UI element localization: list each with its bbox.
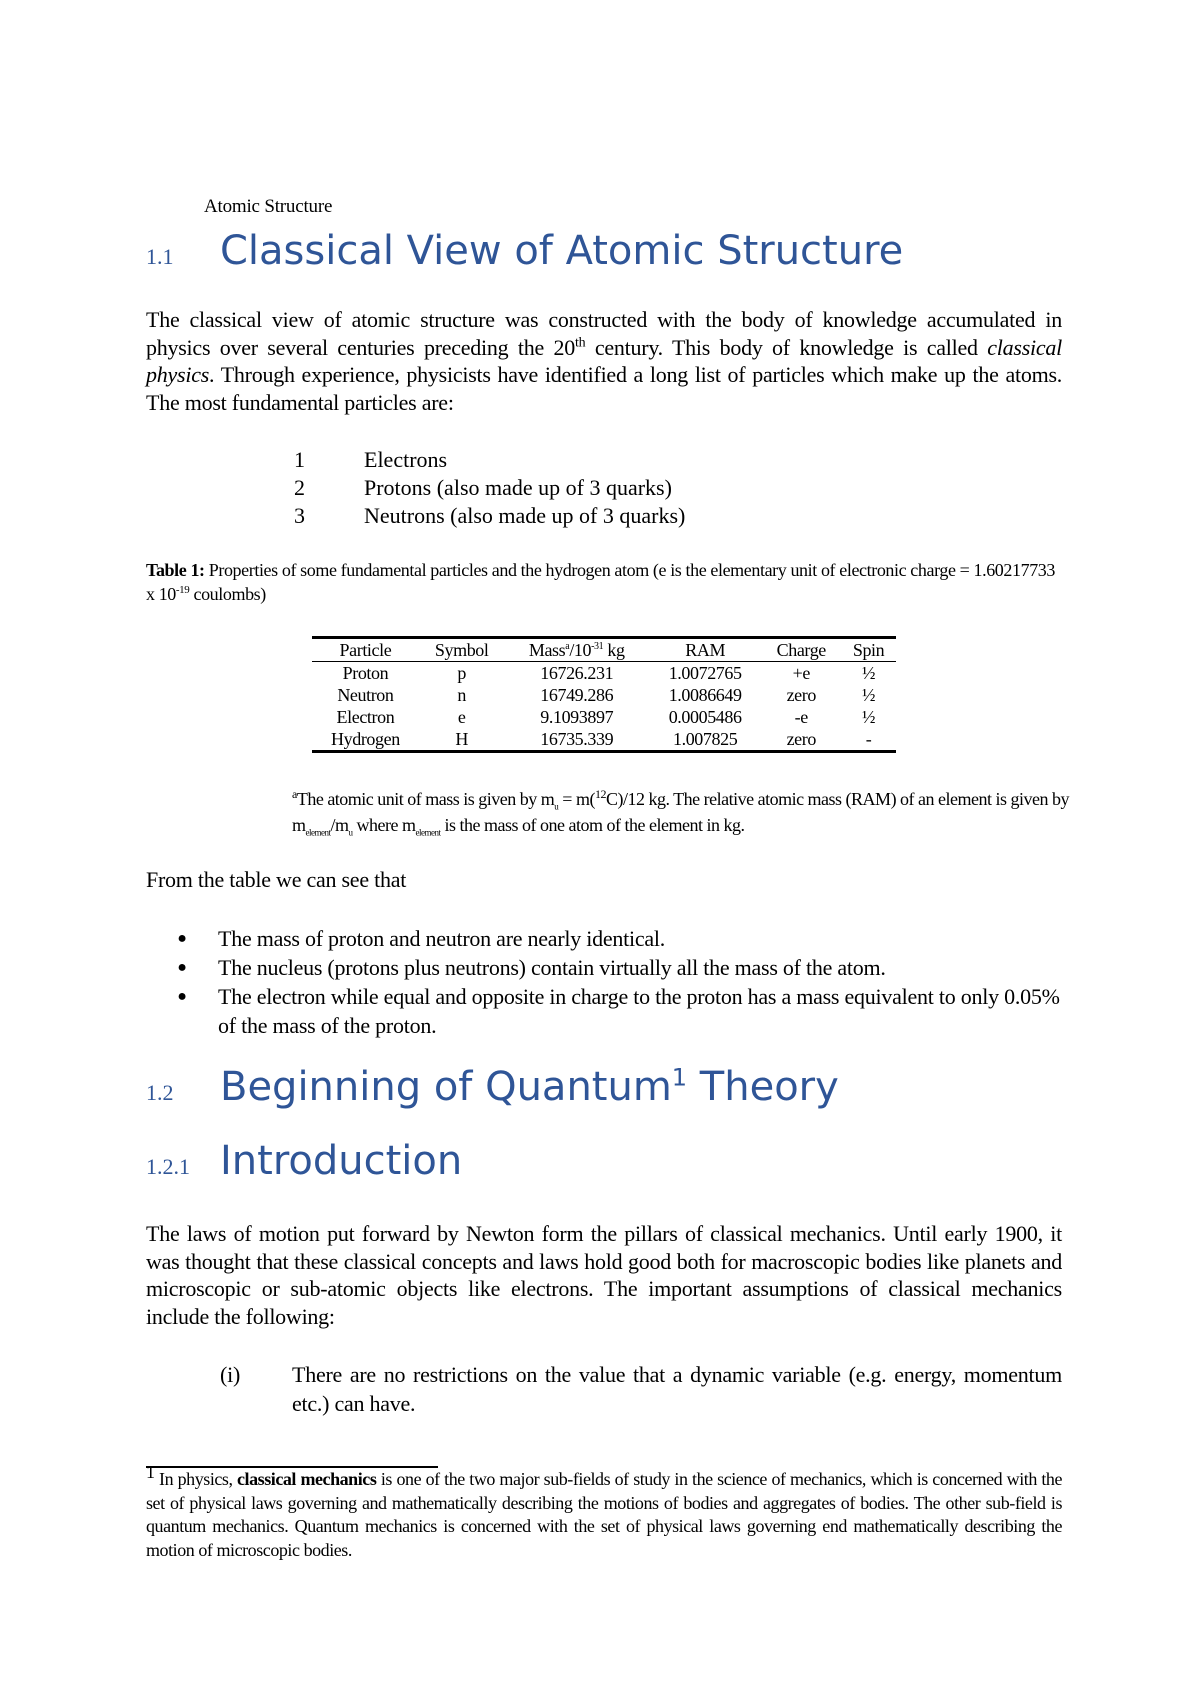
bullet-icon: ● xyxy=(177,959,187,976)
assumption-text: There are no restrictions on the value that a dynamic variable (e.g. energy, momentum etc.) can have. xyxy=(292,1362,1062,1416)
heading-1-2-1 xyxy=(146,1138,462,1184)
list-item xyxy=(294,446,685,474)
caption-text: Properties of some fundamental particles and the hydrogen atom (e is the elementary unit of electronic charge = 1.60217733 x 10 xyxy=(146,560,1055,604)
header-ram: RAM xyxy=(649,638,762,662)
cell-mass: 16735.339 xyxy=(540,729,614,749)
note-text: where m xyxy=(352,815,416,835)
bullet-text: The mass of proton and neutron are nearly identical. xyxy=(218,926,666,951)
cell-ram: 0.0005486 xyxy=(668,707,742,727)
header-mass-sup: -31 xyxy=(591,641,604,652)
table-row xyxy=(312,684,896,706)
heading-number: 1.2 xyxy=(146,1080,174,1105)
table-row xyxy=(312,728,896,752)
cell-particle: Hydrogen xyxy=(331,729,400,749)
cell-mass: 16726.231 xyxy=(540,663,614,683)
running-header: Atomic Structure xyxy=(204,196,333,217)
caption-label: Table 1: xyxy=(146,560,205,580)
header-mass xyxy=(505,638,649,662)
cell-spin: - xyxy=(865,729,872,749)
cell-particle: Neutron xyxy=(337,685,394,705)
header-mass-text: /10 xyxy=(569,640,592,660)
cell-spin: ½ xyxy=(862,707,876,727)
note-text: is the mass of one atom of the element in kg. xyxy=(440,815,745,835)
cell-mass: 9.1093897 xyxy=(540,707,614,727)
particle-properties-table xyxy=(312,636,896,753)
bullet-item xyxy=(146,924,1062,953)
bullet-text: The electron while equal and opposite in charge to the proton has a mass equivalent to only 0.05% of the mass of the proton. xyxy=(218,984,1060,1038)
cell-charge: +e xyxy=(792,663,810,683)
from-table-text: From the table we can see that xyxy=(146,867,407,892)
header-particle: Particle xyxy=(312,638,419,662)
heading-footnote-ref: 1 xyxy=(671,1063,688,1092)
heading-title xyxy=(220,1064,839,1110)
list-item xyxy=(294,502,685,530)
cell-symbol: n xyxy=(457,685,467,705)
heading-title-text: Theory xyxy=(687,1064,839,1110)
para-sup: th xyxy=(575,335,586,351)
note-sub: element xyxy=(305,827,331,838)
cell-ram: 1.0072765 xyxy=(668,663,742,683)
bullet-item xyxy=(146,953,1062,982)
header-mass-text: Mass xyxy=(528,640,566,660)
heading-number: 1.1 xyxy=(146,244,174,269)
bullet-icon: ● xyxy=(177,930,187,947)
note-text: /m xyxy=(330,815,349,835)
header-symbol: Symbol xyxy=(419,638,505,662)
cell-charge: zero xyxy=(786,729,816,749)
para-italic: classical physics xyxy=(146,334,1062,387)
list-number: 1 xyxy=(294,447,305,472)
cell-symbol: H xyxy=(455,729,469,749)
cell-mass: 16749.286 xyxy=(540,685,614,705)
note-sup: 12 xyxy=(594,787,606,801)
footnote-text: In physics, xyxy=(154,1469,238,1489)
cell-spin: ½ xyxy=(862,685,876,705)
note-text: The atomic unit of mass is given by m xyxy=(296,789,555,809)
header-mass-sup: a xyxy=(565,641,570,652)
assumption-item xyxy=(220,1360,1062,1418)
heading-title: Classical View of Atomic Structure xyxy=(220,228,904,274)
header-mass-text: kg xyxy=(603,640,625,660)
footnote-text: is one of the two major sub-fields of study in the science of mechanics, which is concerned with the set of physical laws governing and mathematically describing the motions of bodies and aggregates of bodies. The other sub-field is quantum mechanics. Quantum mechanics is concerned with the set of physical laws governing end mathematically describing the motion of microscopic bodies. xyxy=(146,1469,1062,1560)
note-sub: u xyxy=(554,801,559,812)
cell-ram: 1.0086649 xyxy=(668,685,742,705)
header-spin: Spin xyxy=(841,638,896,662)
cell-symbol: e xyxy=(457,707,466,727)
note-text: C)/12 kg. The relative atomic mass (RAM) of an element is given by m xyxy=(292,789,1070,835)
header-charge: Charge xyxy=(761,638,841,662)
cell-charge: -e xyxy=(794,707,808,727)
heading-1-2 xyxy=(146,1064,839,1110)
list-number: 3 xyxy=(294,503,305,528)
para-text: The classical view of atomic structure was constructed with the body of knowledge accumulated in physics over several centuries preceding the 20 xyxy=(146,307,1062,360)
para-text: century. This body of knowledge is called xyxy=(585,334,988,360)
cell-charge: zero xyxy=(786,685,816,705)
list-number: 2 xyxy=(294,475,305,500)
cell-particle: Proton xyxy=(342,663,389,683)
table-footnote xyxy=(292,786,1072,838)
cell-ram: 1.007825 xyxy=(673,729,738,749)
caption-sup: -19 xyxy=(175,584,190,596)
list-text: Protons (also made up of 3 quarks) xyxy=(364,475,672,500)
list-text: Electrons xyxy=(364,447,448,472)
heading-title: Introduction xyxy=(220,1138,463,1184)
table-row xyxy=(312,706,896,728)
note-sup: a xyxy=(292,787,297,801)
caption-text: coulombs) xyxy=(189,584,266,604)
observation-bullets xyxy=(146,924,1062,1040)
bullet-item xyxy=(146,982,1062,1040)
table-header-row xyxy=(312,638,896,662)
note-text: = m( xyxy=(558,789,595,809)
bullet-icon: ● xyxy=(177,988,187,1005)
particle-list xyxy=(294,446,685,530)
table-row xyxy=(312,662,896,685)
assumption-number: (i) xyxy=(220,1362,241,1387)
list-item xyxy=(294,474,685,502)
cell-spin: ½ xyxy=(862,663,876,683)
list-text: Neutrons (also made up of 3 quarks) xyxy=(364,503,686,528)
footnote-bold: classical mechanics xyxy=(237,1469,377,1489)
heading-title-text: Beginning of Quantum xyxy=(220,1064,672,1110)
heading-number: 1.2.1 xyxy=(146,1154,190,1179)
table-caption xyxy=(146,558,1062,606)
bullet-text: The nucleus (protons plus neutrons) contain virtually all the mass of the atom. xyxy=(218,955,886,980)
note-sub: element xyxy=(415,827,441,838)
cell-particle: Electron xyxy=(336,707,395,727)
note-sub: u xyxy=(348,827,353,838)
heading-1-1 xyxy=(146,228,903,274)
paragraph-classical-view xyxy=(146,306,1062,416)
footnote-1 xyxy=(146,1462,1062,1562)
para-text: . Through experience, physicists have identified a long list of particles which make up the atoms. The most fundamental particles are: xyxy=(146,362,1062,415)
paragraph-introduction: The laws of motion put forward by Newton form the pillars of classical mechanics. Until early 1900, it was thought that these classical concepts and laws hold good both for macroscopic bodies like planets and microscopic or sub-atomic objects like electrons. The important assumptions of classical mechanics include the following: xyxy=(146,1221,1062,1329)
footnote-mark: 1 xyxy=(146,1462,155,1482)
cell-symbol: p xyxy=(457,663,467,683)
